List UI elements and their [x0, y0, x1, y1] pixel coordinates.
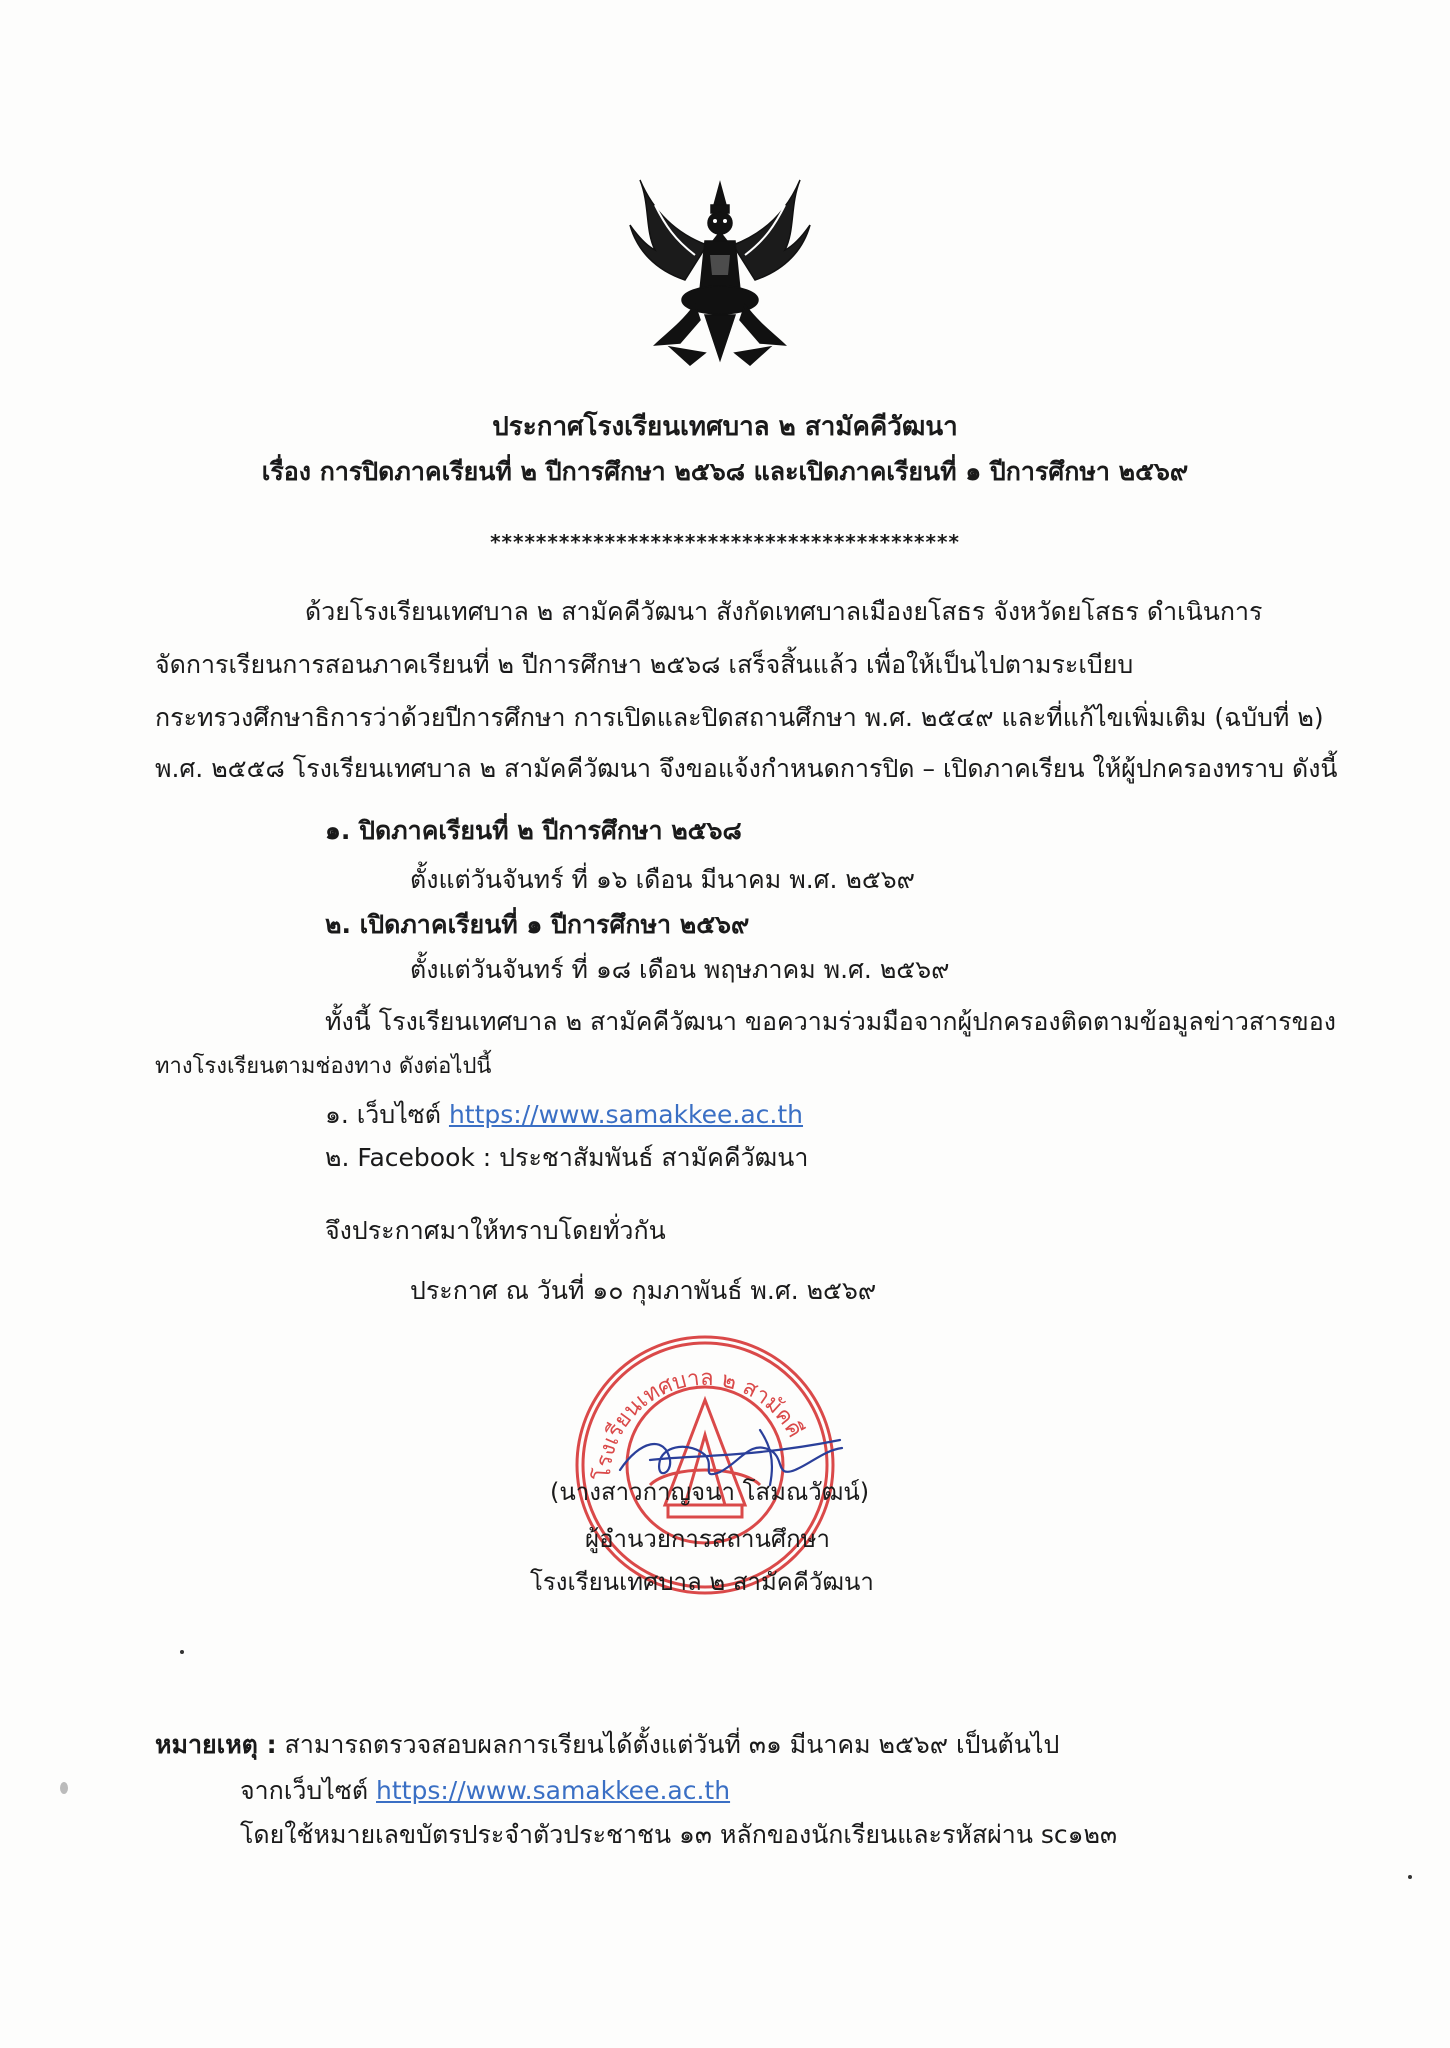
note-text-1: สามารถตรวจสอบผลการเรียนได้ตั้งแต่วันที่ ๓๑ มีนาคม ๒๕๖๙ เป็นต้นไป	[276, 1730, 1060, 1759]
page-title: ประกาศโรงเรียนเทศบาล ๒ สามัคคีวัฒนา	[492, 412, 958, 442]
note-line-3: โดยใช้หมายเลขบัตรประจำตัวประชาชน ๑๓ หลักของนักเรียนและรหัสผ่าน sc๑๒๓	[240, 1820, 1118, 1849]
signatory-name: (นางสาวกาญจนา โสมณวัฒน์)	[550, 1478, 870, 1506]
channel-website	[325, 1100, 803, 1130]
announcement-date: ประกาศ ณ วันที่ ๑๐ กุมภาพันธ์ พ.ศ. ๒๕๖๙	[410, 1276, 877, 1305]
paragraph-1-line-3: กระทรวงศึกษาธิการว่าด้วยปีการศึกษา การเปิดและปิดสถานศึกษา พ.ศ. ๒๕๔๙ และที่แก้ไขเพิ่มเติม (ฉบับที่ ๒)	[155, 703, 1324, 732]
note-line-2	[240, 1776, 730, 1806]
scan-speck	[1408, 1875, 1412, 1879]
signatory-position: ผู้อำนวยการสถานศึกษา	[585, 1525, 830, 1553]
scan-speck	[60, 1782, 68, 1794]
note-text-2: จากเว็บไซต์	[240, 1776, 376, 1805]
separator: *****************************************	[490, 530, 960, 554]
garuda-emblem-icon	[625, 175, 815, 375]
item-1-detail: ตั้งแต่วันจันทร์ ที่ ๑๖ เดือน มีนาคม พ.ศ. ๒๕๖๙	[410, 865, 915, 894]
website-link[interactable]: https://www.samakkee.ac.th	[448, 1100, 804, 1129]
channel-facebook: ๒. Facebook : ประชาสัมพันธ์ สามัคคีวัฒนา	[325, 1143, 809, 1172]
paragraph-1-line-1: ด้วยโรงเรียนเทศบาล ๒ สามัคคีวัฒนา สังกัดเทศบาลเมืองยโสธร จังหวัดยโสธร ดำเนินการ	[305, 597, 1263, 626]
paragraph-2-line-1: ทั้งนี้ โรงเรียนเทศบาล ๒ สามัคคีวัฒนา ขอความร่วมมือจากผู้ปกครองติดตามข้อมูลข่าวสารของ	[325, 1007, 1336, 1036]
channel-website-label: ๑. เว็บไซต์	[325, 1100, 449, 1129]
item-1-heading: ๑. ปิดภาคเรียนที่ ๒ ปีการศึกษา ๒๕๖๘	[325, 816, 742, 845]
item-2-heading: ๒. เปิดภาคเรียนที่ ๑ ปีการศึกษา ๒๕๖๙	[325, 910, 750, 939]
scan-speck	[180, 1650, 184, 1654]
note-website-link[interactable]: https://www.samakkee.ac.th	[376, 1776, 731, 1805]
item-2-detail: ตั้งแต่วันจันทร์ ที่ ๑๘ เดือน พฤษภาคม พ.ศ. ๒๕๖๙	[410, 955, 950, 984]
closing-line: จึงประกาศมาให้ทราบโดยทั่วกัน	[325, 1216, 666, 1245]
paragraph-1-line-2: จัดการเรียนการสอนภาคเรียนที่ ๒ ปีการศึกษา ๒๕๖๘ เสร็จสิ้นแล้ว เพื่อให้เป็นไปตามระเบียบ	[155, 650, 1134, 679]
note-line-1	[155, 1730, 1059, 1760]
paragraph-2-line-2: ทางโรงเรียนตามช่องทาง ดังต่อไปนี้	[155, 1054, 492, 1079]
signatory-school: โรงเรียนเทศบาล ๒ สามัคคีวัฒนา	[530, 1568, 874, 1596]
stamp-lettering: โรงเรียนเทศบาล ๒ สามัคคี	[590, 1365, 808, 1481]
note-label: หมายเหตุ :	[155, 1730, 277, 1759]
subject-line: เรื่อง การปิดภาคเรียนที่ ๒ ปีการศึกษา ๒๕๖๘ และเปิดภาคเรียนที่ ๑ ปีการศึกษา ๒๕๖๙	[261, 457, 1189, 486]
paragraph-1-line-4: พ.ศ. ๒๕๕๘ โรงเรียนเทศบาล ๒ สามัคคีวัฒนา จึงขอแจ้งกำหนดการปิด – เปิดภาคเรียน ให้ผู้ปกครองทราบ ดังนี้	[155, 754, 1338, 783]
